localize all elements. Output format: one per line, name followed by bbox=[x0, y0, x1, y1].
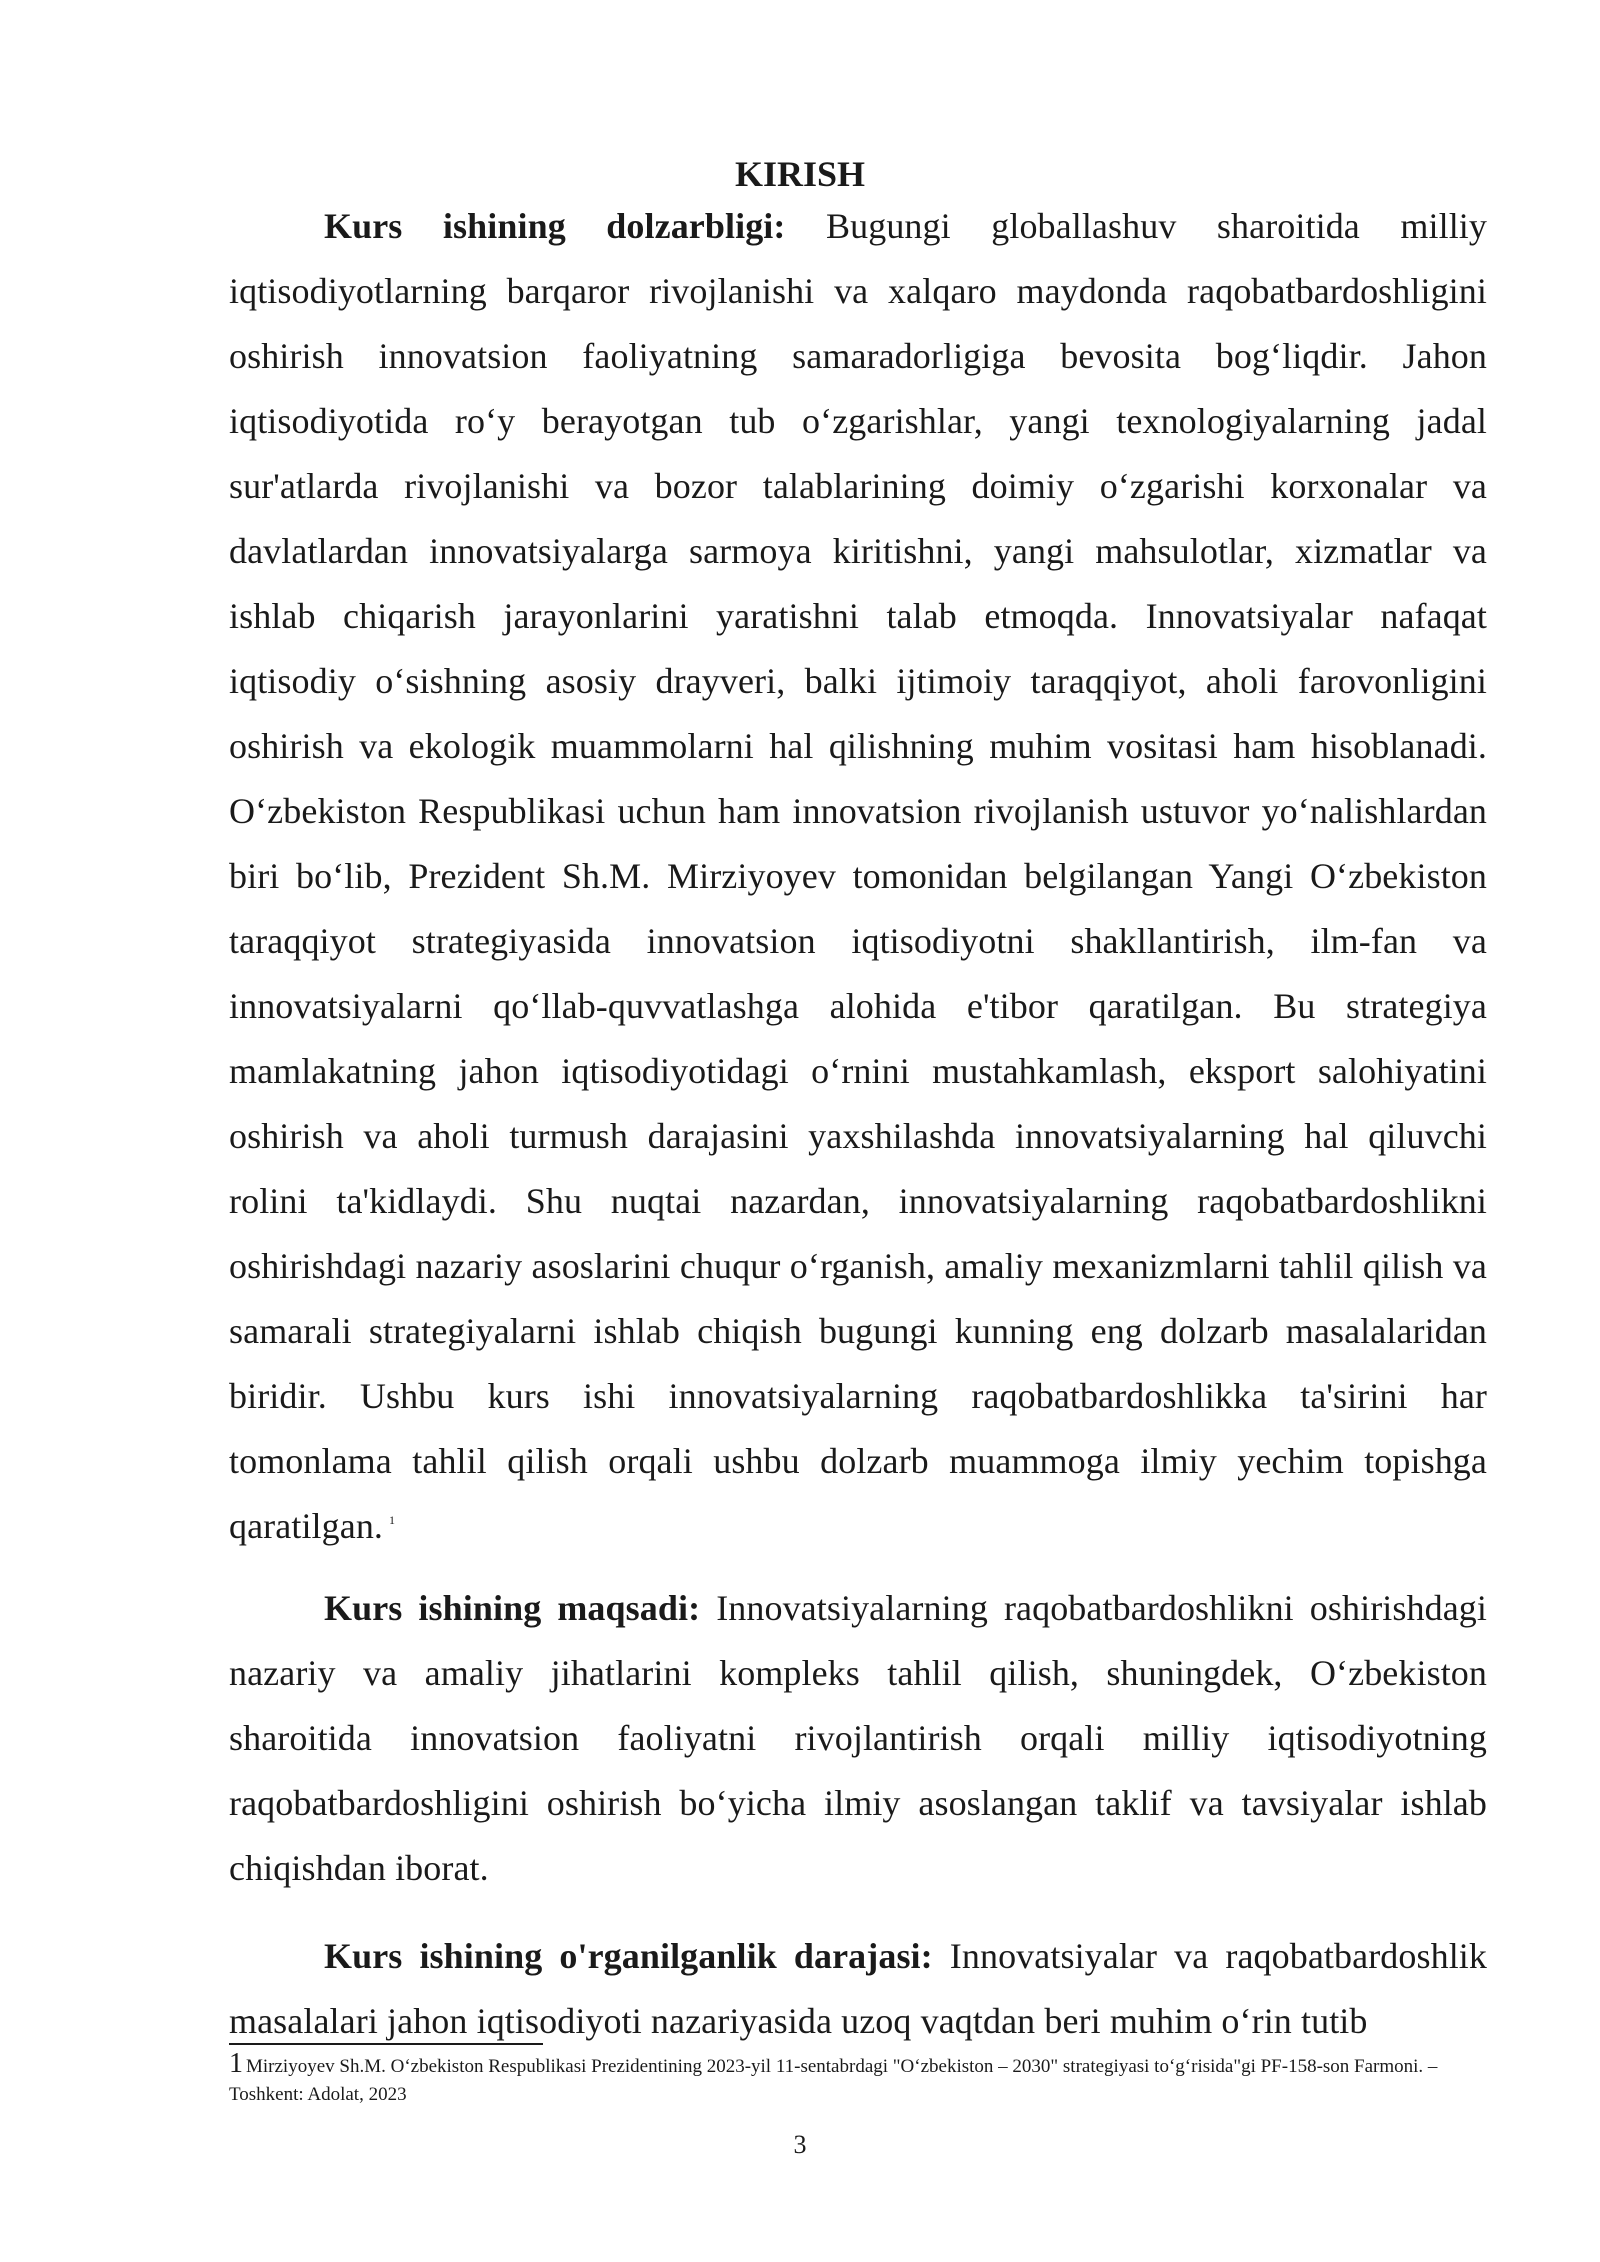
page-title: KIRISH bbox=[734, 154, 866, 194]
aim-text: Innovatsiyalarning raqobatbardoshlikni oshirishdagi nazariy va amaliy jihatlarini kompleks tahlil qilish, shuningdek, O‘zbekiston sharoitida innovatsion faoliyatni rivojlantirish orqali milliy iqtisodiyotning raqobatbardoshligini oshirish bo‘yicha ilmiy asoslangan taklif va tavsiyalar ishlab chiqishdan iborat. bbox=[229, 1588, 1487, 1888]
footnote-separator bbox=[229, 2043, 543, 2045]
footnote bbox=[229, 2050, 1487, 2109]
paragraph-relevance bbox=[229, 194, 1487, 1559]
study-level-heading: Kurs ishining o'rganilganlik darajasi: bbox=[324, 1936, 933, 1976]
study-level-text: Innovatsiyalar va raqobatbardoshlik masalalari jahon iqtisodiyoti nazariyasida uzoq vaqtdan beri muhim o‘rin tutib bbox=[229, 1936, 1487, 2041]
relevance-text: Bugungi globallashuv sharoitida milliy iqtisodiyotlarning barqaror rivojlanishi va xalqaro maydonda raqobatbardoshligini oshirish innovatsion faoliyatning samaradorligiga bevosita bog‘liqdir. Jahon iqtisodiyotida ro‘y berayotgan tub o‘zgarishlar, yangi texnologiyalarning jadal sur'atlarda rivojlanishi va bozor talablarining doimiy o‘zgarishi korxonalar va davlatlardan innovatsiyalarga sarmoya kiritishni, yangi mahsulotlar, xizmatlar va ishlab chiqarish jarayonlarini yaratishni talab etmoqda. Innovatsiyalar nafaqat iqtisodiy o‘sishning asosiy drayveri, balki ijtimoiy taraqqiyot, aholi farovonligini oshirish va ekologik muammolarni hal qilishning muhim vositasi ham hisoblanadi. O‘zbekiston Respublikasi uchun ham innovatsion rivojlanish ustuvor yo‘nalishlardan biri bo‘lib, Prezident Sh.M. Mirziyoyev tomonidan belgilangan Yangi O‘zbekiston taraqqiyot strategiyasida innovatsion iqtisodiyotni shakllantirish, ilm-fan va innovatsiyalarni qo‘llab-quvvatlashga alohida e'tibor qaratilgan. Bu strategiya mamlakatning jahon iqtisodiyotidagi o‘rnini mustahkamlash, eksport salohiyatini oshirish va aholi turmush darajasini yaxshilashda innovatsiyalarning hal qiluvchi rolini ta'kidlaydi. Shu nuqtai nazardan, innovatsiyalarning raqobatbardoshlikni oshirishdagi nazariy asoslarini chuqur o‘rganish, amaliy mexanizmlarni tahlil qilish va samarali strategiyalarni ishlab chiqish bugungi kunning eng dolzarb masalalaridan biridir. Ushbu kurs ishi innovatsiyalarning raqobatbardoshlikka ta'sirini har tomonlama tahlil qilish orqali ushbu dolzarb muammoga ilmiy yechim topishga qaratilgan. bbox=[229, 206, 1487, 1546]
relevance-heading: Kurs ishining dolzarbligi: bbox=[324, 206, 786, 246]
footnote-reference[interactable]: 1 bbox=[389, 1513, 396, 1527]
paragraph-aim bbox=[229, 1576, 1487, 1901]
aim-heading: Kurs ishining maqsadi: bbox=[324, 1588, 701, 1628]
page-number: 3 bbox=[793, 2130, 807, 2159]
footnote-number: 1 bbox=[229, 2048, 243, 2079]
footnote-text: Mirziyoyev Sh.M. O‘zbekiston Respublikasi Prezidentining 2023-yil 11-sentabrdagi "O‘zbekiston – 2030" strategiyasi to‘g‘risida"gi PF-158-son Farmoni. – Toshkent: Adolat, 2023 bbox=[229, 2056, 1438, 2105]
paragraph-study-level bbox=[229, 1924, 1487, 2054]
